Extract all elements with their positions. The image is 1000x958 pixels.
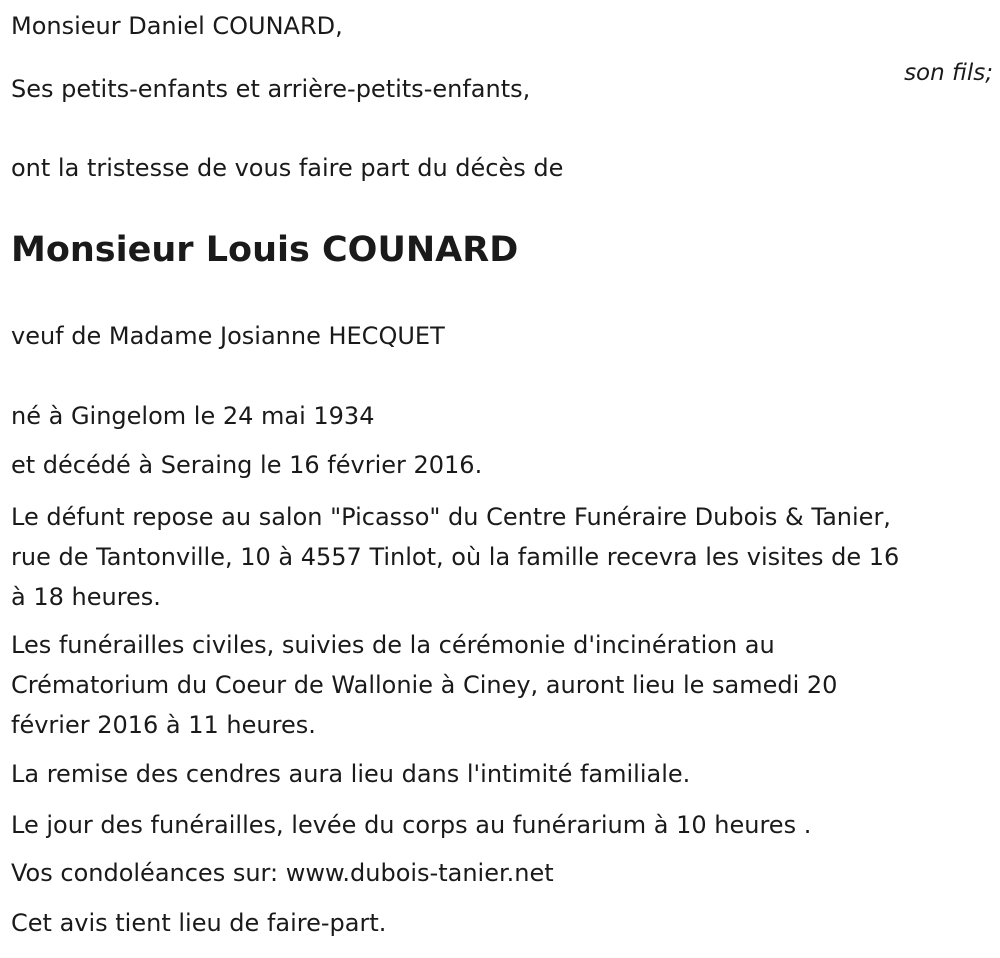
intro-text: ont la tristesse de vous faire part du décès de	[11, 154, 564, 182]
visitation-line: Le défunt repose au salon "Picasso" du Centre Funéraire Dubois & Tanier,	[11, 503, 891, 531]
funeral-line: Crématorium du Coeur de Wallonie à Ciney, auront lieu le samedi 20	[11, 671, 838, 699]
announcer-relation: son fils;	[904, 60, 993, 86]
family-line: Ses petits-enfants et arrière-petits-enfants,	[11, 75, 531, 103]
birth-line: né à Gingelom le 24 mai 1934	[11, 402, 375, 430]
procession-line: Le jour des funérailles, levée du corps au funérarium à 10 heures .	[11, 811, 812, 839]
funeral-paragraph	[11, 625, 991, 745]
closing-line: Cet avis tient lieu de faire-part.	[11, 909, 387, 937]
deceased-name: Monsieur Louis COUNARD	[11, 230, 519, 270]
visitation-line: rue de Tantonville, 10 à 4557 Tinlot, où la famille recevra les visites de 16	[11, 543, 900, 571]
funeral-line: février 2016 à 11 heures.	[11, 711, 316, 739]
ashes-line: La remise des cendres aura lieu dans l'intimité familiale.	[11, 760, 691, 788]
visitation-paragraph	[11, 497, 991, 617]
spouse-line: veuf de Madame Josianne HECQUET	[11, 322, 445, 350]
death-line: et décédé à Seraing le 16 février 2016.	[11, 451, 483, 479]
visitation-line: à 18 heures.	[11, 583, 161, 611]
announcer-name: Monsieur Daniel COUNARD,	[11, 12, 343, 40]
funeral-line: Les funérailles civiles, suivies de la cérémonie d'incinération au	[11, 631, 775, 659]
condolences-line: Vos condoléances sur: www.dubois-tanier.net	[11, 859, 554, 887]
